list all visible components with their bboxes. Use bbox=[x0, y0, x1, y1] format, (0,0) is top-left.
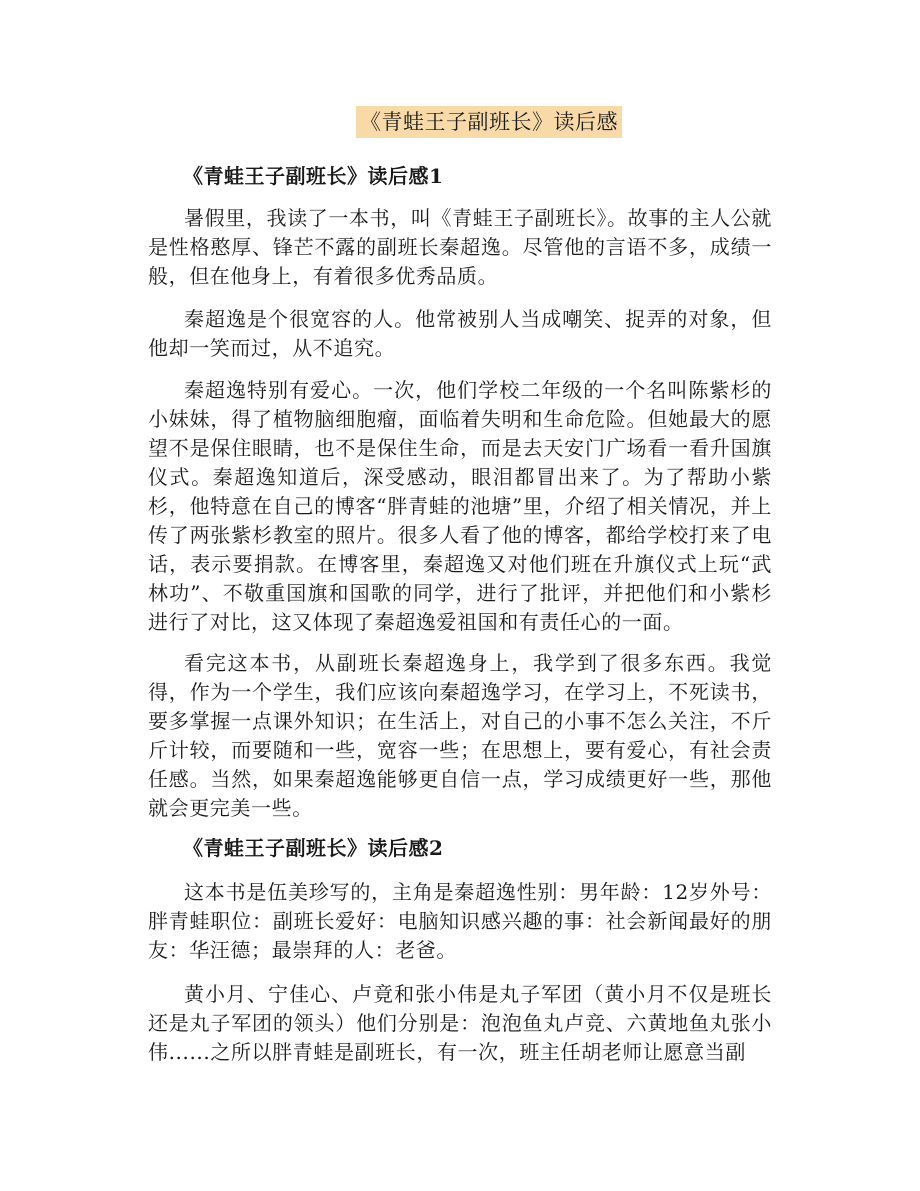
paragraph: 黄小月、宁佳心、卢竟和张小伟是丸子军团（黄小月不仅是班长还是丸子军团的领头）他们分别是：泡泡鱼丸卢竞、六黄地鱼丸张小伟......之所以胖青蛙是副班长，有一次，班主任胡老师让愿意当副 bbox=[148, 982, 772, 1064]
paragraph: 这本书是伍美珍写的，主角是秦超逸性别：男年龄：12岁外号：胖青蛙职位：副班长爱好：电脑知识感兴趣的事：社会新闻最好的朋友：华汪德；最崇拜的人：老爸。 bbox=[148, 880, 772, 962]
section-heading-1: 《青蛙王子副班长》读后感1 bbox=[183, 164, 444, 188]
document-title: 《青蛙王子副班长》读后感 bbox=[356, 106, 622, 138]
section-heading-2: 《青蛙王子副班长》读后感2 bbox=[183, 836, 444, 860]
paragraph: 看完这本书，从副班长秦超逸身上，我学到了很多东西。我觉得，作为一个学生，我们应该向秦超逸学习，在学习上，不死读书，要多掌握一点课外知识；在生活上，对自己的小事不怎么关注，不斤斤计较，而要随和一些，宽容一些；在思想上，要有爱心，有社会责任感。当然，如果秦超逸能够更自信一点，学习成绩更好一些，那他就会更完美一些。 bbox=[148, 651, 772, 820]
paragraph: 暑假里，我读了一本书，叫《青蛙王子副班长》。故事的主人公就是性格憨厚、锋芒不露的副班长秦超逸。尽管他的言语不多，成绩一般，但在他身上，有着很多优秀品质。 bbox=[148, 206, 772, 288]
paragraph: 秦超逸是个很宽容的人。他常被别人当成嘲笑、捉弄的对象，但他却一笑而过，从不追究。 bbox=[148, 307, 772, 360]
paragraph: 秦超逸特别有爱心。一次，他们学校二年级的一个名叫陈紫杉的小妹妹，得了植物脑细胞瘤，面临着失明和生命危险。但她最大的愿望不是保住眼睛，也不是保住生命，而是去天安门广场看一看升国旗仪式。秦超逸知道后，深受感动，眼泪都冒出来了。为了帮助小紫杉，他特意在自己的博客“胖青蛙的池塘”里，介绍了相关情况，并上传了两张紫杉教室的照片。很多人看了他的博客，都给学校打来了电话，表示要捐款。在博客里，秦超逸又对他们班在升旗仪式上玩“武林功”、不敬重国旗和国歌的同学，进行了批评，并把他们和小紫杉进行了对比，这又体现了秦超逸爱祖国和有责任心的一面。 bbox=[148, 378, 772, 634]
